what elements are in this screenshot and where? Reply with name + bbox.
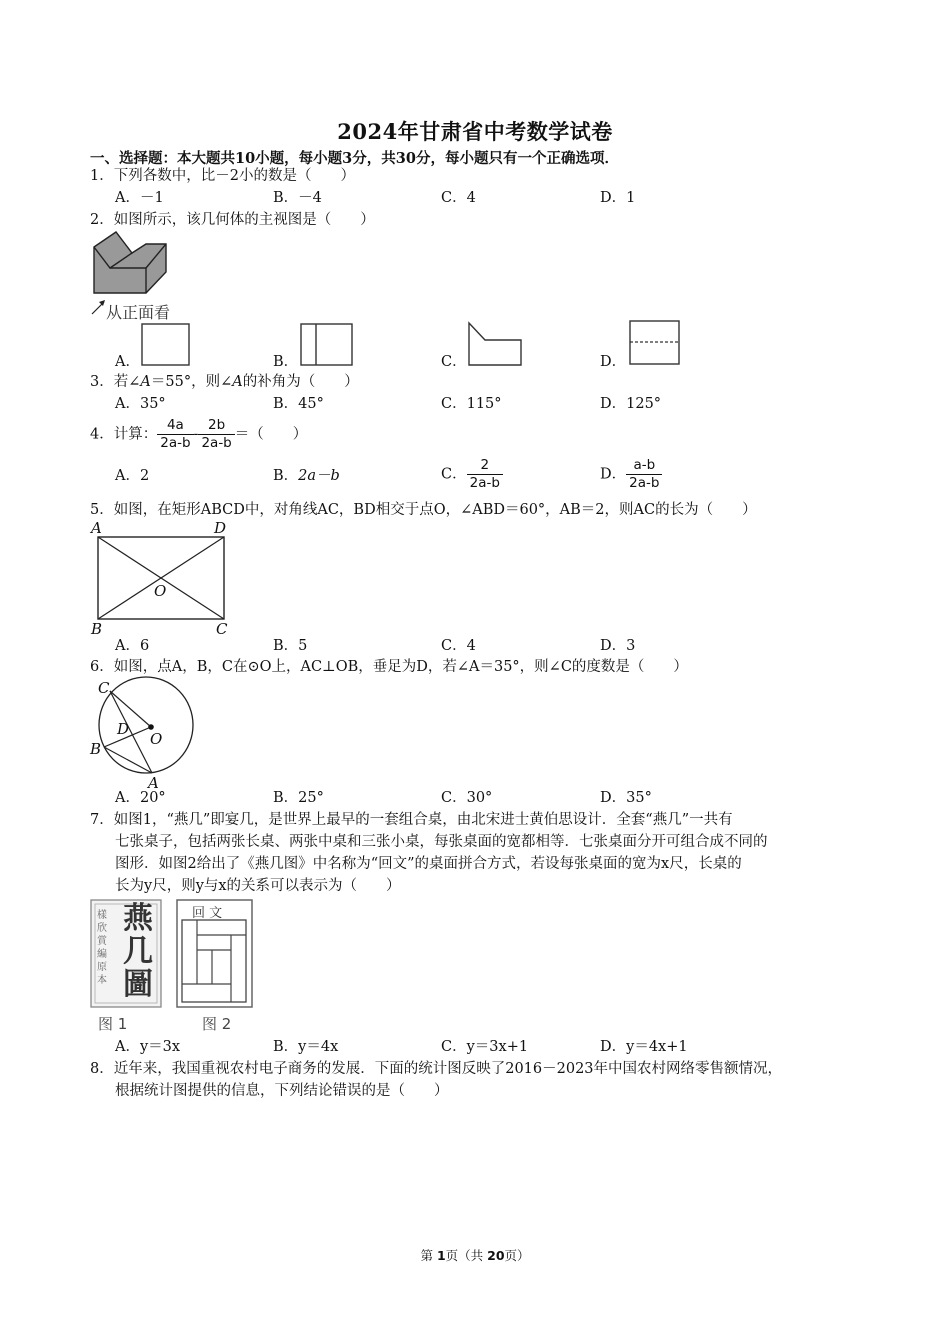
question-number: 4．	[90, 426, 114, 443]
label-d: D	[214, 519, 227, 537]
label-a: A	[91, 519, 102, 537]
section-heading: 一、选择题：本大题共10小题，每小题3分，共30分，每小题只有一个正确选项．	[90, 150, 619, 167]
question-text: ＝（ ）	[234, 426, 308, 443]
option-d	[600, 457, 662, 492]
current-page: 1	[436, 1248, 446, 1263]
option-a: A．20°	[115, 790, 166, 806]
question-number: 3．	[90, 374, 114, 390]
option-b: B．45°	[273, 396, 324, 412]
option-b-shape	[300, 323, 354, 367]
option-b: B．y＝4x	[273, 1039, 339, 1055]
option-value: 2a－b	[298, 468, 340, 484]
question-line: 根据统计图提供的信息，下列结论错误的是（ ）	[115, 1083, 449, 1099]
option-d: D．3	[600, 638, 636, 654]
question-text: 如图所示，该几何体的主视图是（ ）	[113, 212, 375, 228]
label-o: O	[150, 730, 163, 748]
denominator: 2a-b	[160, 435, 191, 451]
label-c: C	[216, 620, 228, 638]
question-line: 如图1，“燕几”即宴几，是世界上最早的一套组合桌，由北宋进士黄伯思设计．全套“燕几”一共有	[113, 812, 733, 828]
option-d-shape	[629, 320, 681, 366]
question-text: 如图，在矩形ABCD中，对角线AC，BD相交于点O，∠ABD＝60°，AB＝2，则AC的长为（ ）	[113, 502, 757, 518]
question-text: 的补角为（ ）	[242, 374, 359, 390]
option-a	[115, 466, 149, 486]
footer-text: 页）	[504, 1248, 530, 1263]
question-number: 6．	[90, 659, 114, 675]
option-a: A．－1	[115, 190, 164, 206]
fraction	[198, 417, 234, 452]
option-b: B．	[273, 354, 299, 370]
option-c: C．4	[441, 190, 476, 206]
figure-caption: 从正面看	[106, 303, 171, 322]
question-1	[90, 166, 355, 187]
option-a-shape	[141, 323, 191, 367]
label-b: B	[90, 740, 102, 758]
label-c: C	[98, 679, 110, 697]
option-c: C．y＝3x+1	[441, 1039, 529, 1055]
option-b: B．－4	[273, 190, 322, 206]
total-pages: 20	[487, 1248, 505, 1263]
question-line: 近年来，我国重视农村电子商务的发展．下面的统计图反映了2016－2023年中国农村网络零售额情况，	[113, 1061, 783, 1077]
question-7	[90, 810, 733, 831]
option-b	[273, 466, 340, 486]
title-char: 圖	[123, 967, 153, 1002]
option-a: A．y＝3x	[115, 1039, 181, 1055]
footer-text: 第	[420, 1248, 437, 1263]
solid-figure	[88, 230, 178, 298]
option-c-shape	[467, 321, 523, 367]
exam-title: 2024年甘肃省中考数学试卷	[337, 119, 613, 144]
option-label: B．	[273, 468, 299, 484]
label-a: A	[148, 774, 159, 792]
fraction	[467, 457, 503, 492]
option-a: A．35°	[115, 396, 166, 412]
option-d: D．y＝4x+1	[600, 1039, 688, 1055]
option-a: A．	[115, 354, 140, 370]
numerator: 4a	[157, 417, 193, 435]
figure-captions	[90, 1012, 270, 1034]
label-o: O	[154, 582, 167, 600]
question-line: 七张桌子，包括两张长桌、两张中桌和三张小桌，每张桌面的宽都相等．七张桌面分开可组合成不同的	[115, 834, 768, 850]
fraction	[157, 417, 193, 452]
option-b: B．5	[273, 638, 308, 654]
fraction	[626, 457, 662, 492]
question-text: 若∠	[113, 374, 141, 390]
question-number: 2．	[90, 212, 114, 228]
circle-figure	[88, 676, 200, 790]
option-d: D．1	[600, 190, 636, 206]
denominator: 2a-b	[629, 475, 660, 491]
question-line: 长为y尺，则y与x的关系可以表示为（ ）	[115, 878, 401, 894]
label-b: B	[91, 620, 103, 638]
option-c: C．115°	[441, 396, 502, 412]
option-value: 2	[139, 468, 150, 484]
rectangle-figure	[88, 518, 238, 640]
option-d: D．	[600, 354, 627, 370]
option-c: C．30°	[441, 790, 493, 806]
minus-sign: -	[193, 426, 199, 443]
question-text: 下列各数中，比－2小的数是（ ）	[113, 168, 355, 184]
question-6	[90, 657, 688, 678]
question-2	[90, 210, 375, 231]
option-label: A．	[115, 468, 140, 484]
question-4	[90, 417, 307, 452]
option-c	[441, 457, 503, 492]
option-c: C．4	[441, 638, 476, 654]
question-3	[90, 372, 359, 393]
tiling-header: 回 文	[192, 906, 223, 921]
question-text: 如图，点A，B，C在⊙O上，AC⊥OB，垂足为D，若∠A＝35°，则∠C的度数是（ ）	[113, 659, 688, 675]
question-text: 计算：	[113, 426, 158, 443]
question-number: 7．	[90, 812, 114, 828]
numerator: 2b	[198, 417, 234, 435]
question-number: 8．	[90, 1061, 114, 1077]
option-label: D．	[600, 466, 627, 483]
book-cover-small-text: 樣欣賞編原本	[97, 910, 107, 986]
question-8	[90, 1059, 782, 1080]
book-cover-title	[120, 902, 156, 1001]
option-a: A．6	[115, 638, 150, 654]
footer-text: 页（共	[445, 1248, 488, 1263]
page-footer	[0, 1246, 950, 1264]
numerator: a-b	[626, 457, 662, 475]
option-d: D．125°	[600, 396, 662, 412]
numerator: 2	[467, 457, 503, 475]
variable: A	[140, 374, 151, 390]
option-c: C．	[441, 354, 467, 370]
question-line: 图形．如图2给出了《燕几图》中名称为“回文”的桌面拼合方式，若设每张桌面的宽为x尺，长桌的	[115, 856, 742, 872]
question-number: 1．	[90, 168, 114, 184]
question-text: ＝55°，则∠	[150, 374, 233, 390]
title-char: 燕	[123, 901, 153, 936]
denominator: 2a-b	[201, 435, 232, 451]
question-number: 5．	[90, 502, 114, 518]
label-d: D	[117, 720, 130, 738]
figure-2-caption: 图 2	[202, 1015, 232, 1033]
figure-1-caption: 图 1	[98, 1015, 128, 1033]
title-char: 几	[123, 934, 153, 969]
option-b: B．25°	[273, 790, 324, 806]
option-label: C．	[441, 466, 467, 483]
denominator: 2a-b	[469, 475, 500, 491]
variable: A	[232, 374, 243, 390]
option-d: D．35°	[600, 790, 652, 806]
